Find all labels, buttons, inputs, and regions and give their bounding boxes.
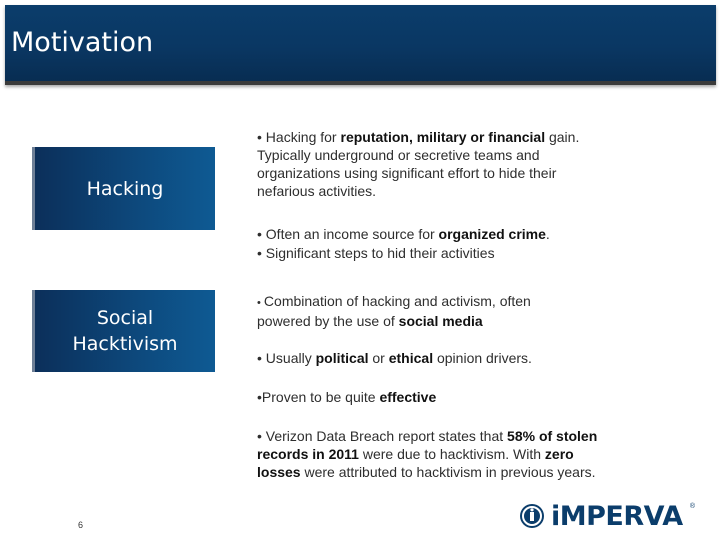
- hacktivism-label-line1: Social: [96, 307, 154, 329]
- text-bold: social media: [398, 313, 483, 329]
- text-bold: political: [315, 350, 369, 366]
- hacktivism-drivers: [257, 349, 607, 367]
- hacktivism-label-box: [32, 290, 215, 372]
- hacktivism-effective: [257, 388, 607, 406]
- text-run: • Verizon Data Breach report states that: [257, 428, 508, 444]
- text-run: were due to hacktivism. With: [358, 446, 545, 462]
- slide-header: [5, 5, 716, 85]
- hacking-label: Hacking: [86, 177, 164, 200]
- hacking-bullet-steps: [257, 244, 607, 262]
- registered-mark: ®: [689, 503, 695, 510]
- text-run: were attributed to hacktivism in previous years.: [300, 464, 596, 480]
- text-run: opinion drivers.: [433, 350, 532, 366]
- imperva-logo: [519, 500, 695, 532]
- text-bold: organized crime: [438, 226, 546, 242]
- text-run: • Significant steps to hid their activities: [257, 245, 495, 261]
- imperva-badge-icon: [519, 503, 545, 529]
- hacking-label-box: [32, 147, 215, 230]
- slide-title: Motivation: [11, 27, 154, 58]
- text-run: Combination of hacking and activism, often powered by the use of: [257, 293, 531, 329]
- text-run: gain. Typically underground or secretive teams and organizations using significant effort to hide their nefarious activities.: [257, 129, 580, 199]
- text-bold: ethical: [388, 350, 434, 366]
- hacktivism-verizon-stat: [257, 427, 609, 481]
- page-number: 6: [78, 520, 84, 530]
- text-bold: 58% of stolen records in 2011: [257, 428, 598, 462]
- imperva-wordmark: iMPERVA: [551, 500, 683, 532]
- hacktivism-definition: [257, 292, 587, 330]
- text-bold: zero losses: [257, 446, 574, 480]
- text-run: .: [545, 226, 550, 242]
- text-bold: reputation, military or financial: [340, 129, 546, 145]
- hacking-description: [257, 128, 607, 200]
- hacking-bullet-crime: [257, 225, 607, 243]
- text-run: or: [368, 350, 389, 366]
- text-run: • Hacking for: [257, 129, 341, 145]
- text-run: • Usually: [257, 350, 316, 366]
- text-bold: effective: [379, 389, 437, 405]
- text-run: • Often an income source for: [257, 226, 439, 242]
- bullet: •: [257, 297, 264, 309]
- hacktivism-label-line2: Hacktivism: [72, 333, 178, 355]
- text-run: •Proven to be quite: [257, 389, 380, 405]
